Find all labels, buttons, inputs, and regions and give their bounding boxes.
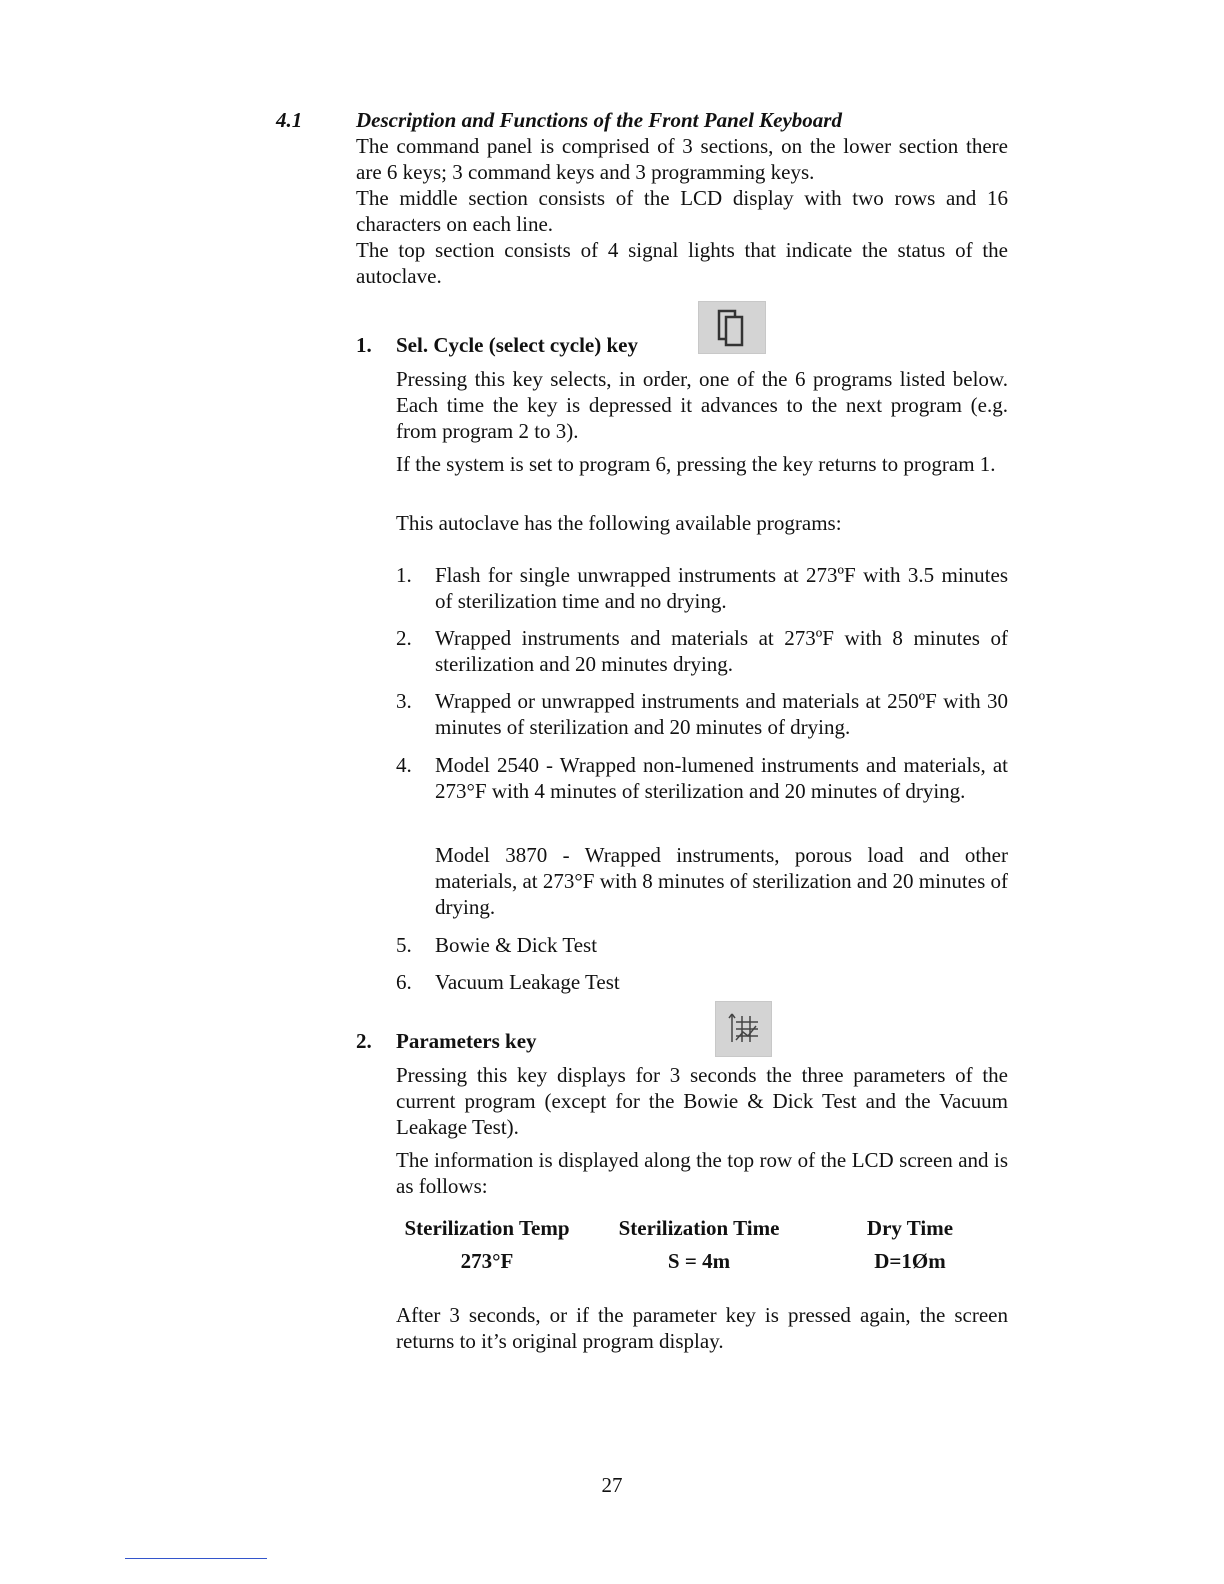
- program-number: 3.: [396, 689, 412, 713]
- key2-number: 2.: [356, 1029, 372, 1053]
- param-value-temp: 273°F: [460, 1249, 514, 1273]
- key2-paragraph: The information is displayed along the top row of the LCD screen and is as follows:: [396, 1148, 1008, 1198]
- key2-closing: After 3 seconds, or if the parameter key is pressed again, the screen returns to it’s original program display.: [396, 1303, 1008, 1353]
- program-text: Flash for single unwrapped instruments at 273ºF with 3.5 minutes of sterilization time and no drying.: [435, 563, 1008, 613]
- program-text: Model 2540 - Wrapped non-lumened instruments and materials, at 273°F with 4 minutes of sterilization and 20 minutes of drying.: [435, 753, 1008, 803]
- section-number: 4.1: [276, 108, 303, 132]
- param-header-time: Sterilization Time: [618, 1216, 780, 1240]
- param-header-dry: Dry Time: [866, 1216, 954, 1240]
- program-number: 6.: [396, 970, 412, 994]
- program-text: Bowie & Dick Test: [435, 933, 598, 957]
- program-number: 5.: [396, 933, 412, 957]
- program-text: Wrapped instruments and materials at 273ºF with 8 minutes of sterilization and 20 minutes drying.: [435, 626, 1008, 676]
- intro-paragraph: The middle section consists of the LCD display with two rows and 16 characters on each line.: [356, 186, 1008, 236]
- program-text: Wrapped or unwrapped instruments and materials at 250ºF with 30 minutes of sterilization and 20 minutes of drying.: [435, 689, 1008, 739]
- intro-paragraph: The top section consists of 4 signal lights that indicate the status of the autoclave.: [356, 238, 1008, 288]
- key1-number: 1.: [356, 333, 372, 357]
- param-value-dry: D=1Øm: [874, 1249, 946, 1273]
- key1-title: Sel. Cycle (select cycle) key: [396, 333, 638, 357]
- section-intro: [356, 133, 1008, 289]
- program-number: 2.: [396, 626, 412, 650]
- param-header-temp: Sterilization Temp: [404, 1216, 570, 1240]
- page-number: 27: [601, 1473, 623, 1497]
- program-text: Model 3870 - Wrapped instruments, porous load and other materials, at 273°F with 8 minutes of sterilization and 20 minutes of drying.: [435, 843, 1008, 919]
- param-value-time: S = 4m: [667, 1249, 731, 1273]
- footer-rule: [125, 1558, 267, 1559]
- key2-paragraph: Pressing this key displays for 3 seconds the three parameters of the current program (except for the Bowie & Dick Test and the Vacuum Leakage Test).: [396, 1063, 1008, 1139]
- key1-paragraph: This autoclave has the following available programs:: [396, 511, 842, 535]
- key2-title: Parameters key: [396, 1029, 537, 1053]
- program-text: Vacuum Leakage Test: [435, 970, 620, 994]
- program-number: 4.: [396, 753, 412, 777]
- section-title: Description and Functions of the Front Panel Keyboard: [356, 108, 842, 132]
- intro-paragraph: The command panel is comprised of 3 sections, on the lower section there are 6 keys; 3 command keys and 3 programming keys.: [356, 134, 1008, 184]
- parameters-icon: [715, 1001, 772, 1057]
- key1-paragraph: If the system is set to program 6, pressing the key returns to program 1.: [396, 452, 996, 476]
- select-cycle-icon: [698, 301, 766, 354]
- program-number: 1.: [396, 563, 412, 587]
- key1-paragraph: Pressing this key selects, in order, one of the 6 programs listed below. Each time the key is depressed it advances to the next program (e.g. from program 2 to 3).: [396, 367, 1008, 443]
